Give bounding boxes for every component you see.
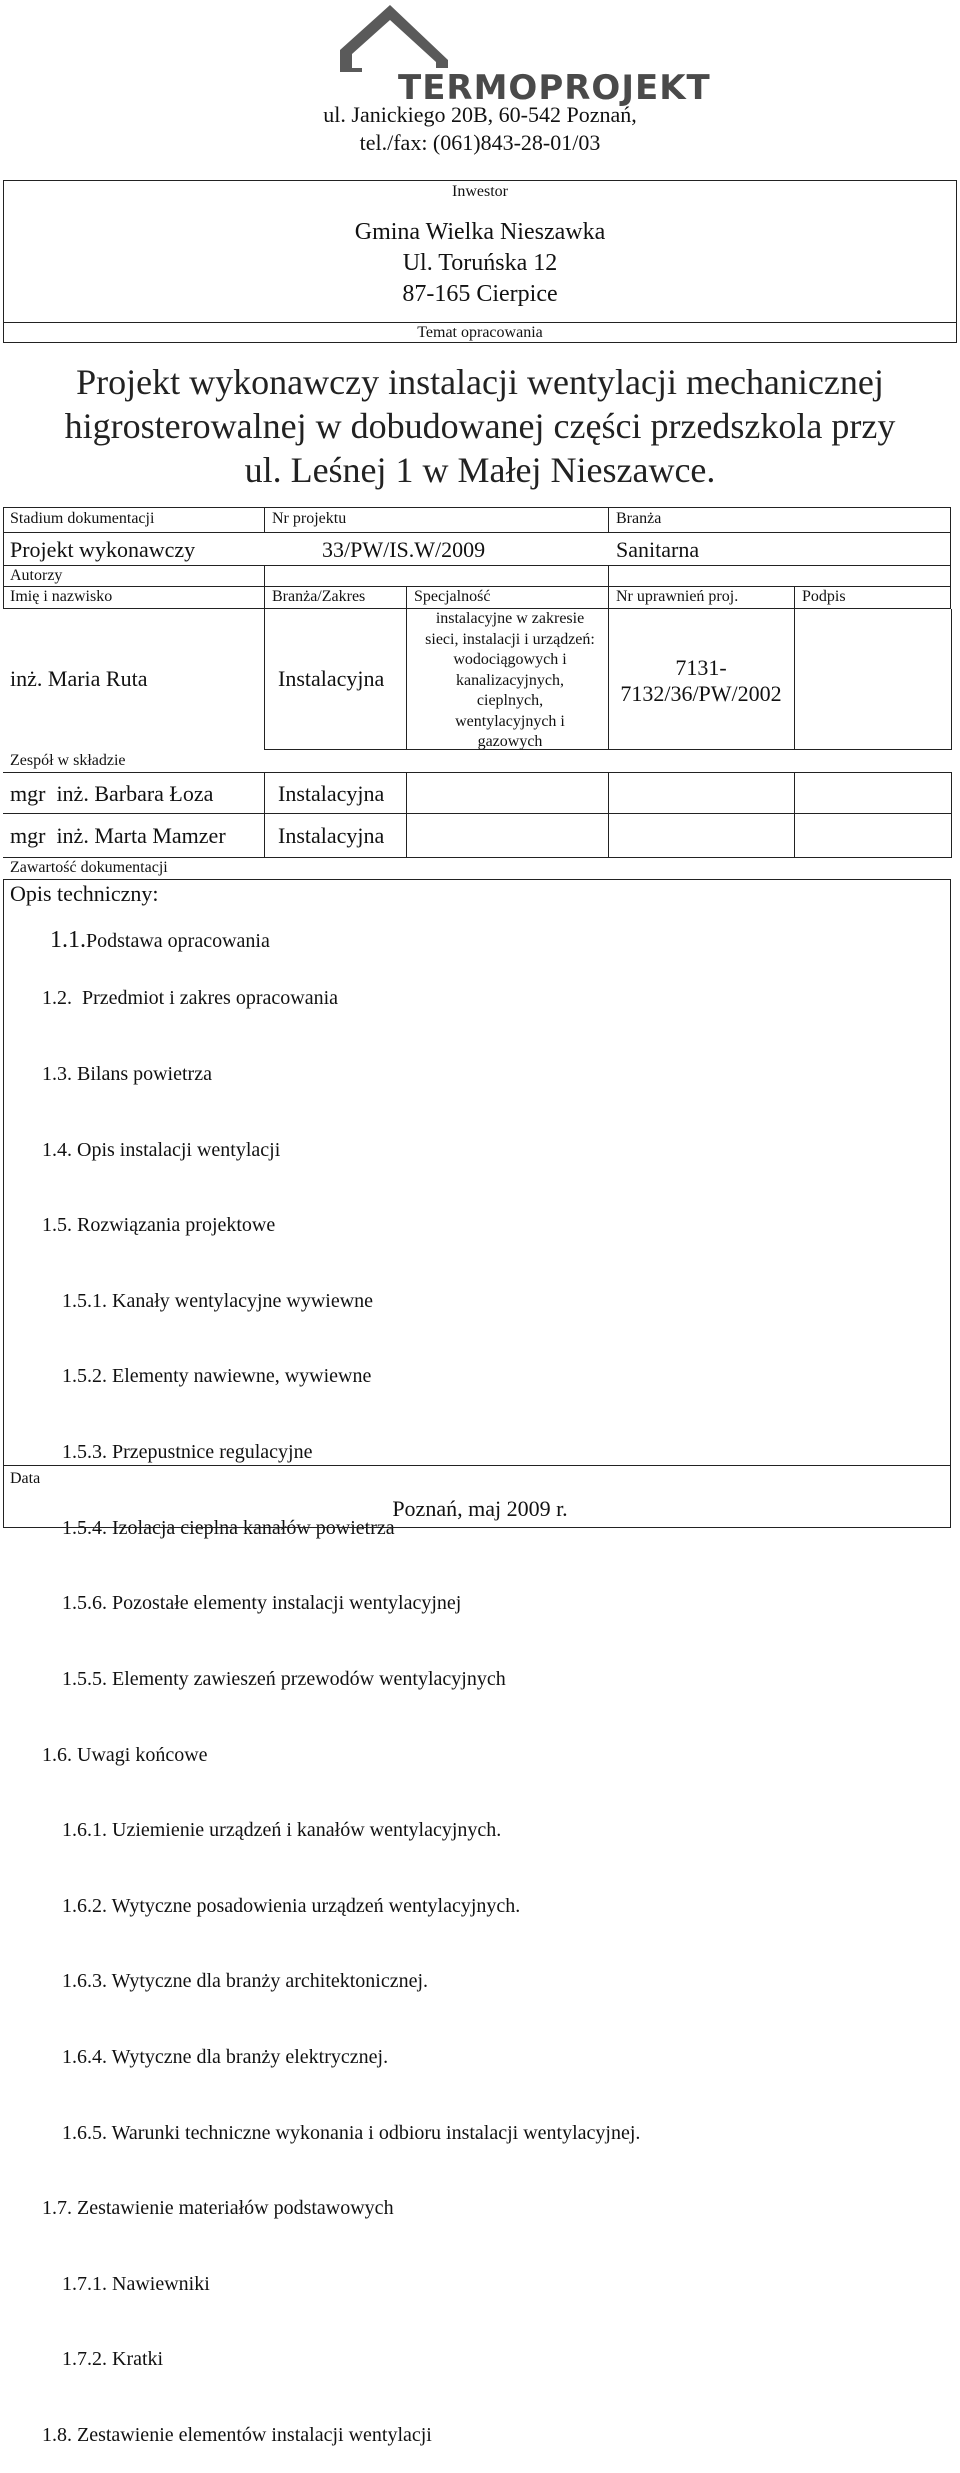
toc-item: 1.8. Zestawienie elementów instalacji wentylacji: [42, 2423, 432, 2446]
specialty-line: wodociągowych i: [453, 651, 567, 668]
stage-label: Stadium dokumentacji: [10, 510, 155, 527]
topic-label: Temat opracowania: [417, 324, 543, 341]
divider: [406, 772, 407, 858]
toc-item: 1.7.1. Nawiewniki: [42, 2272, 210, 2295]
divider: [264, 609, 265, 750]
toc-item: 1.6.3. Wytyczne dla branży architektonicznej.: [42, 1970, 429, 1993]
contents-heading: Opis techniczny:: [10, 881, 159, 906]
table-of-contents: [42, 936, 640, 2473]
team-label: Zespół w składzie: [10, 752, 126, 769]
lead-author-specialty: [410, 609, 610, 753]
lead-author-branch: Instalacyjna: [278, 666, 385, 691]
toc-item: 1.5.2. Elementy nawiewne, wywiewne: [42, 1365, 372, 1388]
specialty-line: kanalizacyjnych,: [456, 671, 564, 689]
col-branch-header: Branża/Zakres: [272, 588, 366, 605]
team-member-branch: Instalacyjna: [278, 781, 385, 806]
divider: [3, 565, 951, 566]
toc-item: 1.6.5. Warunki techniczne wykonania i odbioru instalacji wentylacyjnej.: [42, 2121, 641, 2144]
divider: [794, 772, 795, 858]
license-line: 7132/36/PW/2002: [620, 681, 782, 706]
col-license-header: Nr uprawnień proj.: [616, 588, 739, 605]
investor-city: 87-165 Cierpice: [402, 281, 558, 307]
toc-item: 1.5. Rozwiązania projektowe: [42, 1214, 276, 1237]
project-title-line2: higrosterowalnej w dobudowanej części przedszkola przy: [64, 406, 896, 446]
license-line: 7131-: [675, 655, 727, 680]
date-value: Poznań, maj 2009 r.: [392, 1496, 568, 1521]
toc-item: 1.3. Bilans powietrza: [42, 1063, 212, 1086]
toc-item: 1.5.5. Elementy zawieszeń przewodów wentylacyjnych: [42, 1667, 506, 1690]
toc-item: 1.6. Uwagi końcowe: [42, 1743, 208, 1766]
project-title-line3: ul. Leśnej 1 w Małej Nieszawce.: [244, 450, 716, 490]
company-address: ul. Janickiego 20B, 60-542 Poznań,: [323, 102, 637, 127]
col-signature-header: Podpis: [802, 588, 846, 605]
logo-text: TERMOPROJEKT: [398, 68, 711, 108]
house-roof-icon: [340, 5, 448, 72]
toc-item: 1.5.1. Kanały wentylacyjne wywiewne: [42, 1289, 374, 1312]
toc-item: 1.5.6. Pozostałe elementy instalacji wentylacyjnej: [42, 1592, 462, 1615]
divider: [264, 772, 265, 858]
investor-street: Ul. Toruńska 12: [402, 250, 558, 276]
branch-value: Sanitarna: [616, 537, 700, 562]
toc-item: 1.5.3. Przepustnice regulacyjne: [42, 1441, 313, 1464]
divider: [951, 772, 952, 858]
divider: [3, 532, 951, 533]
divider: [264, 565, 265, 609]
divider: [406, 586, 407, 609]
divider: [608, 565, 609, 609]
company-phone: tel./fax: (061)843-28-01/03: [359, 130, 601, 155]
divider: [608, 772, 609, 858]
divider: [608, 507, 609, 533]
toc-item: 1.6.1. Uziemienie urządzeń i kanałów wentylacyjnych.: [42, 1819, 502, 1842]
team-member-branch: Instalacyjna: [278, 823, 385, 848]
authors-label: Autorzy: [10, 567, 63, 584]
contents-label: Zawartość dokumentacji: [10, 859, 168, 876]
project-title-line1: Projekt wykonawczy instalacji wentylacji mechanicznej: [76, 362, 884, 402]
toc-item: 1.7. Zestawienie materiałów podstawowych: [42, 2197, 394, 2220]
toc-first-text: Podstawa opracowania: [86, 930, 270, 952]
specialty-line: instalacyjne w zakresie: [435, 610, 585, 627]
divider: [951, 609, 952, 750]
specialty-line: gazowych: [477, 733, 543, 750]
toc-item: 1.6.4. Wytyczne dla branży elektrycznej.: [42, 2045, 389, 2068]
specialty-line: wentylacyjnych i: [455, 712, 565, 730]
divider: [406, 609, 407, 750]
toc-item: 1.5.4. Izolacja cieplna kanałów powietrza: [42, 1516, 395, 1539]
specialty-line: sieci, instalacji i urządzeń:: [425, 630, 595, 648]
toc-item: 1.4. Opis instalacji wentylacji: [42, 1138, 281, 1161]
stage-value: Projekt wykonawczy: [10, 537, 196, 562]
toc-first-number: 1.1.: [50, 927, 86, 953]
lead-author-name: inż. Maria Ruta: [10, 666, 148, 691]
branch-label: Branża: [616, 510, 662, 527]
specialty-line: cieplnych,: [476, 692, 544, 709]
team-member-name: mgr inż. Marta Mamzer: [10, 823, 226, 848]
toc-item: 1.7.2. Kratki: [42, 2348, 164, 2371]
team-member-name: mgr inż. Barbara Łoza: [10, 781, 214, 806]
divider: [264, 507, 265, 533]
project-no-value: 33/PW/IS.W/2009: [322, 537, 486, 562]
col-name-header: Imię i nazwisko: [10, 588, 113, 605]
toc-item: 1.2. Przedmiot i zakres opracowania: [42, 987, 339, 1010]
date-label: Data: [10, 1470, 41, 1487]
divider: [794, 609, 795, 750]
investor-label: Inwestor: [452, 183, 508, 200]
divider: [3, 586, 951, 587]
col-specialty-header: Specjalność: [414, 588, 491, 605]
lead-author-license: [608, 655, 794, 707]
toc-item: 1.6.2. Wytyczne posadowienia urządzeń wentylacyjnych.: [42, 1894, 521, 1917]
divider: [3, 857, 951, 858]
project-no-label: Nr projektu: [272, 510, 347, 527]
divider: [794, 586, 795, 609]
investor-name: Gmina Wielka Nieszawka: [354, 219, 606, 245]
divider: [3, 813, 951, 814]
divider: [3, 772, 951, 773]
